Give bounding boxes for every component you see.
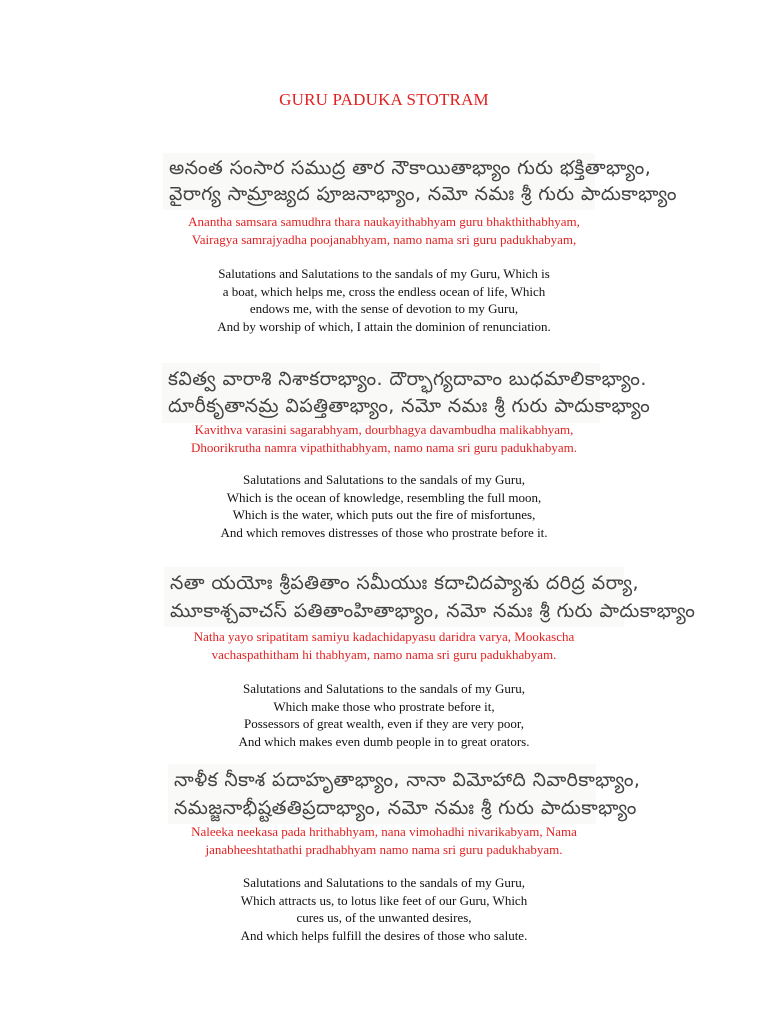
transliteration-line: Kavithva varasini sagarabhyam, dourbhagya davambudha malikabhyam, — [194, 422, 574, 437]
transliteration-line: vachaspathitham hi thabhyam, namo nama sri guru padukhabyam. — [211, 646, 557, 662]
transliteration-line: Dhoorikrutha namra vipathithabhyam, namo nama sri guru padukhabyam. — [191, 439, 577, 455]
translation-line: And which makes even dumb people in to great orators. — [238, 733, 530, 749]
translation-line: Possessors of great wealth, even if they are very poor, — [244, 716, 524, 731]
translation-line: And which helps fulfill the desires of those who salute. — [240, 927, 528, 943]
telugu-line: నతా యయోః శ్రీపతితాం సమీయుః కదాచిదప్యాశు దరిద్ర వర్యా, — [170, 572, 639, 594]
telugu-line: అనంత సంసార సముద్ర తార నౌకాయితాభ్యాం గురు భక్తితాభ్యాం, — [169, 157, 652, 179]
telugu-line: నాళీక నీకాశ పదాహృతాభ్యాం, నానా విమోహాది నివారికాభ్యాం, — [174, 769, 641, 791]
translation-line: Which is the water, which puts out the fire of misfortunes, — [232, 507, 536, 522]
translation-line: endows me, with the sense of devotion to my Guru, — [249, 301, 519, 316]
translation-block — [0, 265, 768, 335]
telugu-line: దూరీకృతానమ్ర విపత్తితాభ్యాం, నమో నమః శ్రీ గురు పాదుకాభ్యాం — [168, 395, 651, 417]
translation-line: a boat, which helps me, cross the endless ocean of life, Which — [222, 283, 546, 299]
page-title: GURU PADUKA STOTRAM — [279, 90, 489, 109]
transliteration-line: Natha yayo sripatitam samiyu kadachidapyasu daridra varya, Mookascha — [193, 629, 575, 644]
transliteration-line: Anantha samsara samudhra thara naukayithabhyam guru bhakthithabhyam, — [188, 214, 580, 229]
translation-line: Salutations and Salutations to the sandals of my Guru, — [243, 875, 525, 890]
telugu-verse-image — [164, 567, 696, 627]
transliteration-block — [0, 823, 768, 858]
translation-line: Which attracts us, to lotus like feet of our Guru, Which — [240, 892, 528, 908]
translation-line: cures us, of the unwanted desires, — [296, 910, 472, 925]
translation-line: Which make those who prostrate before it, — [273, 698, 495, 714]
telugu-line: మూకాశ్చవాచస్ పతితాంహితాభ్యాం, నమో నమః శ్రీ గురు పాదుకాభ్యాం — [170, 600, 696, 622]
transliteration-block — [0, 421, 768, 456]
telugu-line: కవిత్వ వారాశి నిశాకరాభ్యాం. దౌర్భాగ్యదావాం బుధమాలికాభ్యాం. — [168, 368, 647, 390]
translation-line: Which is the ocean of knowledge, resembling the full moon, — [226, 489, 542, 505]
telugu-line: వైరాగ్య సామ్రాజ్యద పూజనాభ్యాం, నమో నమః శ్రీ గురు పాదుకాభ్యాం — [169, 183, 677, 205]
transliteration-line: Vairagya samrajyadha poojanabhyam, namo nama sri guru padukhabyam, — [191, 231, 577, 247]
translation-block — [0, 471, 768, 541]
translation-line: And by worship of which, I attain the dominion of renunciation. — [217, 318, 551, 334]
translation-block — [0, 680, 768, 750]
transliteration-block — [0, 213, 768, 248]
telugu-verse-image — [168, 764, 641, 824]
telugu-verse-image — [163, 153, 677, 210]
telugu-line: నమజ్జనాభీష్టతతిప్రదాభ్యాం, నమో నమః శ్రీ గురు పాదుకాభ్యాం — [174, 797, 637, 819]
translation-line: And which removes distresses of those who prostrate before it. — [220, 524, 548, 540]
translation-block — [0, 874, 768, 944]
translation-line: Salutations and Salutations to the sandals of my Guru, — [243, 472, 525, 487]
transliteration-line: janabheeshtathathi pradhabhyam namo nama sri guru padukhabyam. — [205, 841, 563, 857]
telugu-verse-image — [162, 363, 651, 423]
translation-line: Salutations and Salutations to the sandals of my Guru, — [243, 681, 525, 696]
transliteration-block — [0, 628, 768, 663]
transliteration-line: Naleeka neekasa pada hrithabhyam, nana vimohadhi nivarikabyam, Nama — [191, 824, 577, 839]
translation-line: Salutations and Salutations to the sandals of my Guru, Which is — [218, 266, 550, 281]
